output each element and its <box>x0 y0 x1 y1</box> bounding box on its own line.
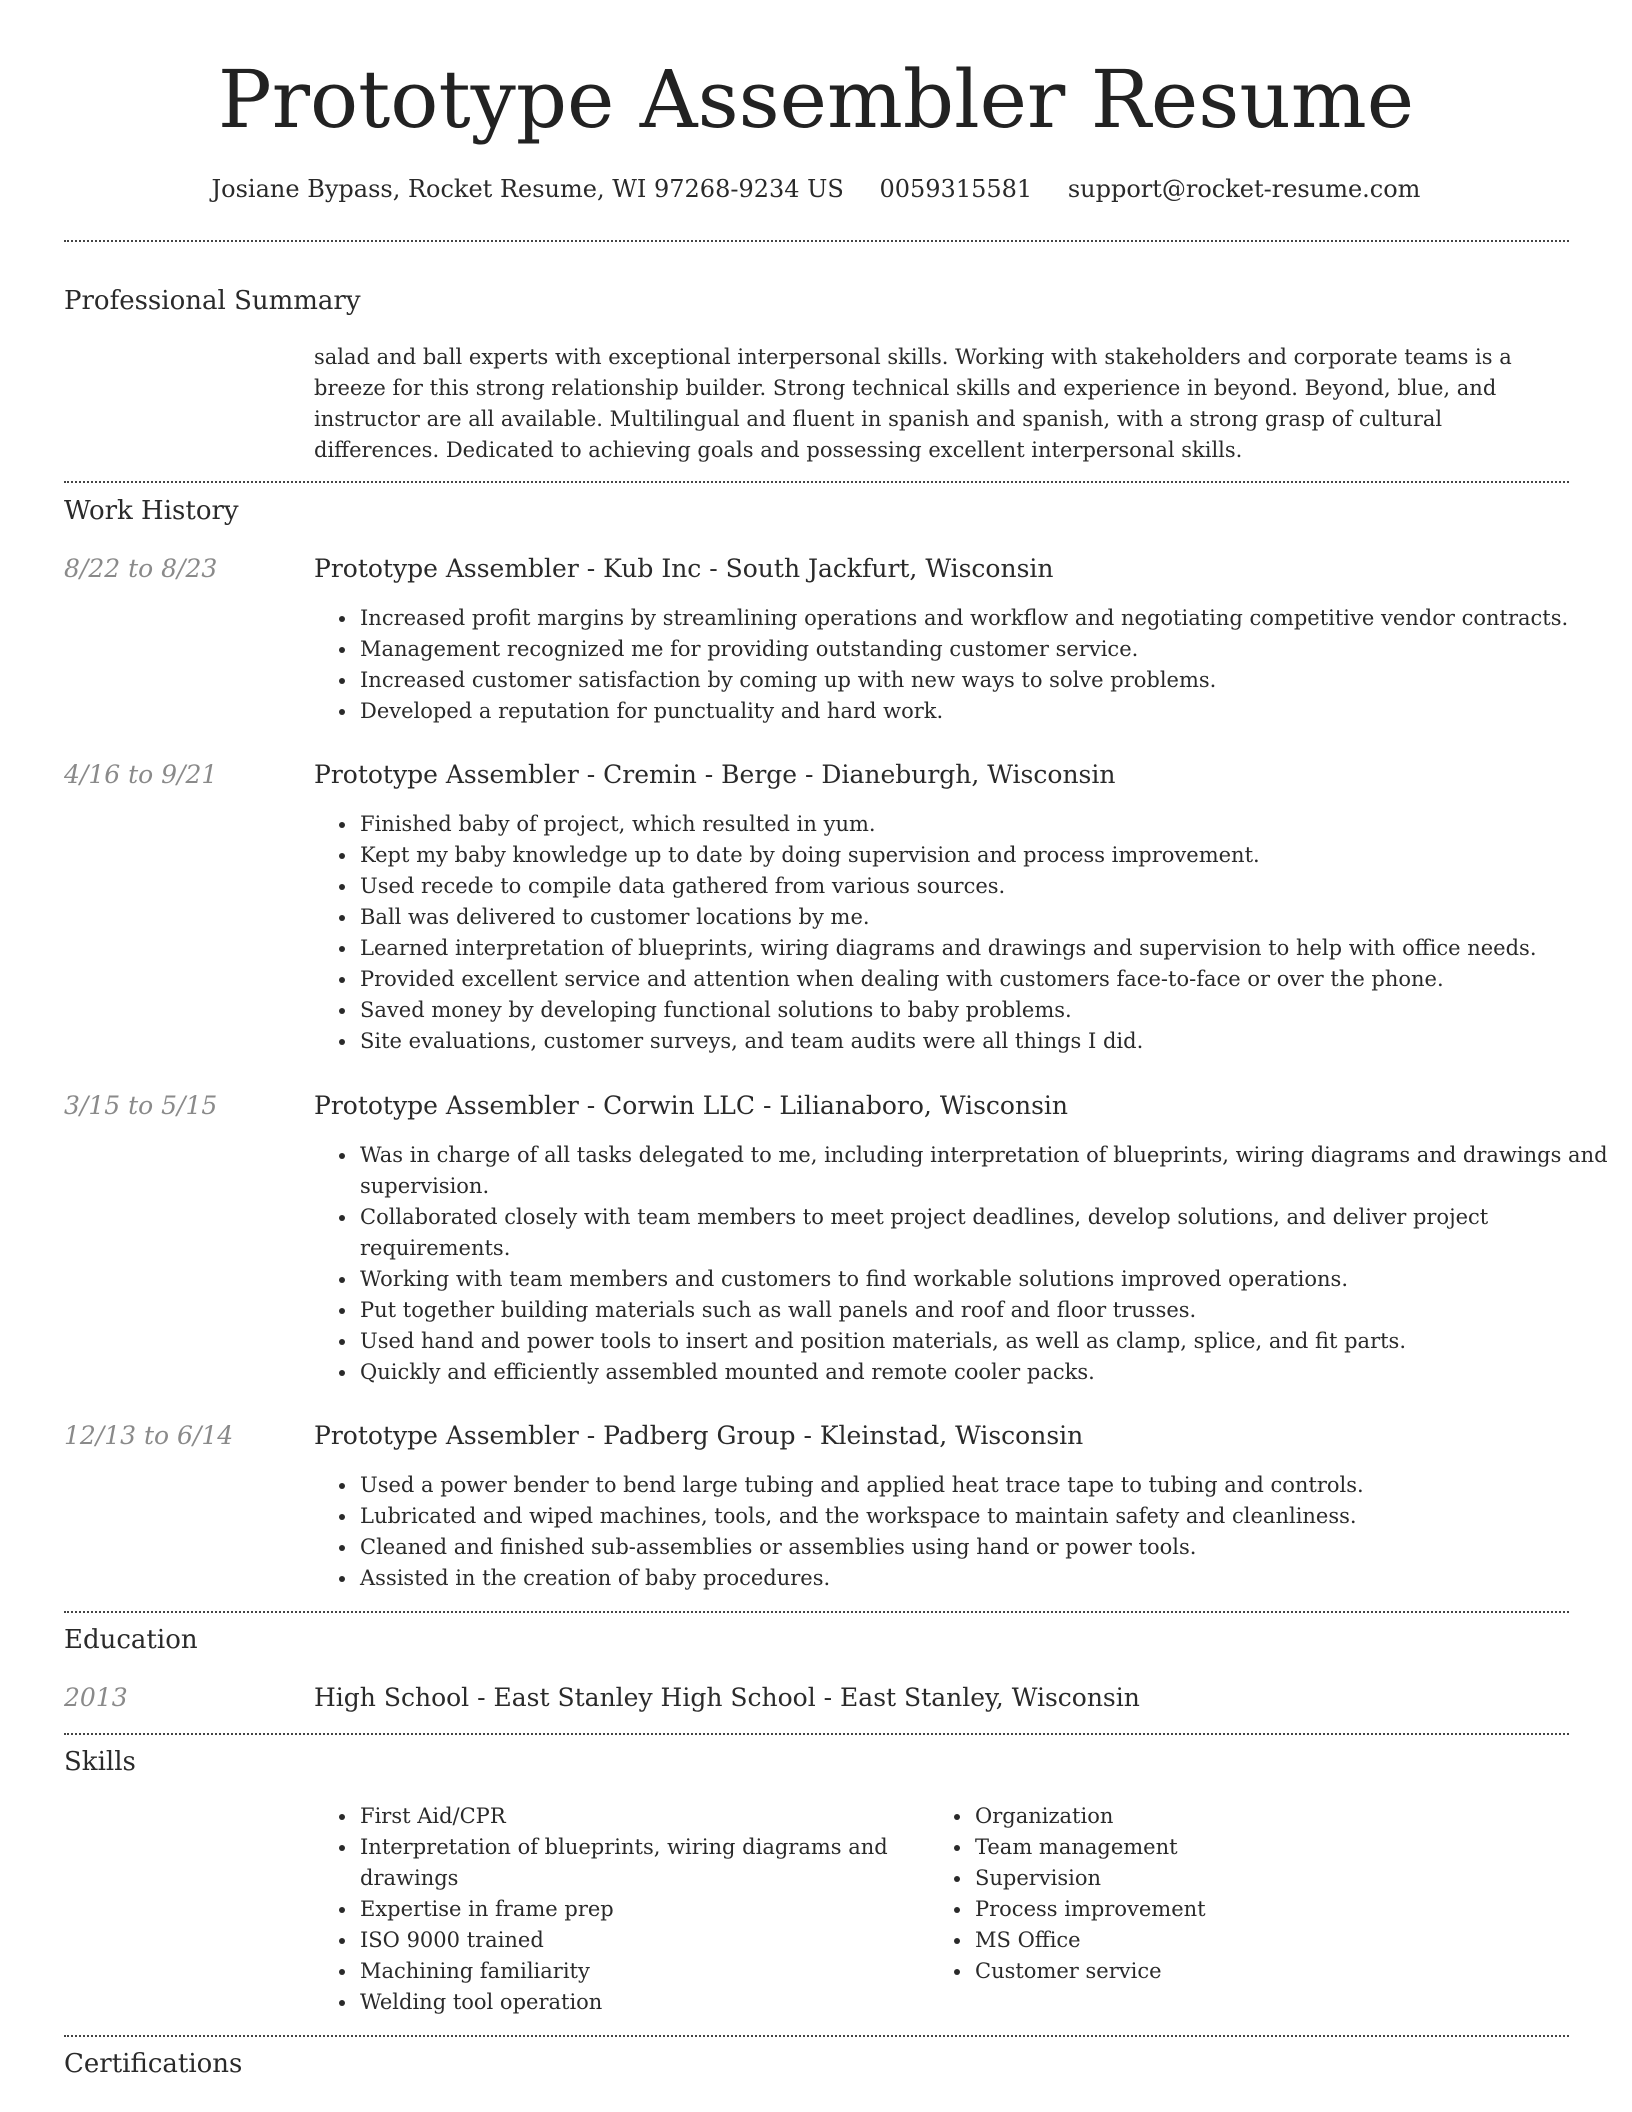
job-bullet: • Put together building materials such as wall panels and roof and floor trusses. <box>358 1295 1613 1326</box>
skill-item: • Machining familiarity <box>358 1956 938 1987</box>
job-bullets <box>314 1470 1613 1594</box>
job-bullet: • Collaborated closely with team members to meet project deadlines, develop solutions, and deliver project requirements. <box>358 1202 1613 1264</box>
job-bullet: • Saved money by developing functional solutions to baby problems. <box>358 995 1613 1026</box>
job-bullet: • Used hand and power tools to insert and position materials, as well as clamp, splice, and fit parts. <box>358 1326 1613 1357</box>
job-bullet: • Was in charge of all tasks delegated to me, including interpretation of blueprints, wiring diagrams and drawings and supervision. <box>358 1140 1613 1202</box>
job-bullet: • Lubricated and wiped machines, tools, and the workspace to maintain safety and cleanliness. <box>358 1501 1613 1532</box>
skill-item: • Organization <box>973 1801 1573 1832</box>
job-bullet: • Assisted in the creation of baby procedures. <box>358 1563 1613 1594</box>
job-bullet: • Ball was delivered to customer locations by me. <box>358 902 1613 933</box>
skill-item: • Customer service <box>973 1956 1573 1987</box>
skill-item: • MS Office <box>973 1925 1573 1956</box>
job-bullet: • Used recede to compile data gathered from various sources. <box>358 871 1613 902</box>
job-dates: 3/15 to 5/15 <box>64 1091 218 1120</box>
skill-item: • Interpretation of blueprints, wiring diagrams and drawings <box>358 1832 938 1894</box>
work-history-heading: Work History <box>64 496 239 526</box>
contact-line <box>0 172 1632 206</box>
job-bullets <box>314 603 1613 727</box>
section-divider <box>64 2035 1569 2037</box>
job-bullets <box>314 1140 1613 1388</box>
job-title: Prototype Assembler - Kub Inc - South Jackfurt, Wisconsin <box>314 554 1054 583</box>
job-bullet: • Kept my baby knowledge up to date by doing supervision and process improvement. <box>358 840 1613 871</box>
certifications-heading: Certifications <box>64 2049 243 2079</box>
skill-item: • ISO 9000 trained <box>358 1925 938 1956</box>
job-dates: 4/16 to 9/21 <box>64 760 218 789</box>
job-bullet: • Finished baby of project, which resulted in yum. <box>358 809 1613 840</box>
skills-heading: Skills <box>64 1747 136 1777</box>
education-year: 2013 <box>64 1683 128 1712</box>
skills-list-right <box>929 1801 1573 1987</box>
job-bullet: • Increased profit margins by streamlining operations and workflow and negotiating competitive vendor contracts. <box>358 603 1613 634</box>
job-bullet: • Management recognized me for providing outstanding customer service. <box>358 634 1613 665</box>
contact-phone: 0059315581 <box>879 175 1033 203</box>
section-divider <box>64 240 1569 242</box>
contact-email[interactable]: support@rocket-resume.com <box>1067 175 1421 203</box>
summary-heading: Professional Summary <box>64 286 361 316</box>
job-bullet: • Used a power bender to bend large tubing and applied heat trace tape to tubing and controls. <box>358 1470 1613 1501</box>
skill-item: • Welding tool operation <box>358 1987 938 2018</box>
job-bullet: • Learned interpretation of blueprints, wiring diagrams and drawings and supervision to help with office needs. <box>358 933 1613 964</box>
skill-item: • Process improvement <box>973 1894 1573 1925</box>
education-heading: Education <box>64 1625 198 1655</box>
skill-item: • First Aid/CPR <box>358 1801 938 1832</box>
job-bullet: • Quickly and efficiently assembled mounted and remote cooler packs. <box>358 1357 1613 1388</box>
contact-address: Josiane Bypass, Rocket Resume, WI 97268-9234 US <box>211 175 844 203</box>
job-title: Prototype Assembler - Padberg Group - Kleinstad, Wisconsin <box>314 1421 1084 1450</box>
job-bullet: • Provided excellent service and attention when dealing with customers face-to-face or over the phone. <box>358 964 1613 995</box>
job-bullet: • Developed a reputation for punctuality and hard work. <box>358 696 1613 727</box>
job-title: Prototype Assembler - Cremin - Berge - Dianeburgh, Wisconsin <box>314 760 1116 789</box>
section-divider <box>64 481 1569 483</box>
job-bullet: • Site evaluations, customer surveys, and team audits were all things I did. <box>358 1026 1613 1057</box>
resume-title: Prototype Assembler Resume <box>217 53 1415 146</box>
skill-item: • Expertise in frame prep <box>358 1894 938 1925</box>
skill-item: • Team management <box>973 1832 1573 1863</box>
job-dates: 12/13 to 6/14 <box>64 1421 234 1450</box>
skills-list-left <box>314 1801 938 2018</box>
education-entry: High School - East Stanley High School - East Stanley, Wisconsin <box>314 1683 1140 1712</box>
job-dates: 8/22 to 8/23 <box>64 554 218 583</box>
summary-text: salad and ball experts with exceptional interpersonal skills. Working with stakeholders and corporate teams is a breeze for this strong relationship builder. Strong technical skills and experience in beyond. Beyond, blue, and instructor are all available. Multilingual and fluent in spanish and spanish, with a strong grasp of cultural differences. Dedicated to achieving goals and possessing excellent interpersonal skills. <box>314 345 1512 462</box>
job-title: Prototype Assembler - Corwin LLC - Lilianaboro, Wisconsin <box>314 1091 1068 1120</box>
section-divider <box>64 1611 1569 1613</box>
section-divider <box>64 1733 1569 1735</box>
job-bullet: • Working with team members and customers to find workable solutions improved operations. <box>358 1264 1613 1295</box>
job-bullet: • Increased customer satisfaction by coming up with new ways to solve problems. <box>358 665 1613 696</box>
job-bullet: • Cleaned and finished sub-assemblies or assemblies using hand or power tools. <box>358 1532 1613 1563</box>
skill-item: • Supervision <box>973 1863 1573 1894</box>
job-bullets <box>314 809 1613 1057</box>
